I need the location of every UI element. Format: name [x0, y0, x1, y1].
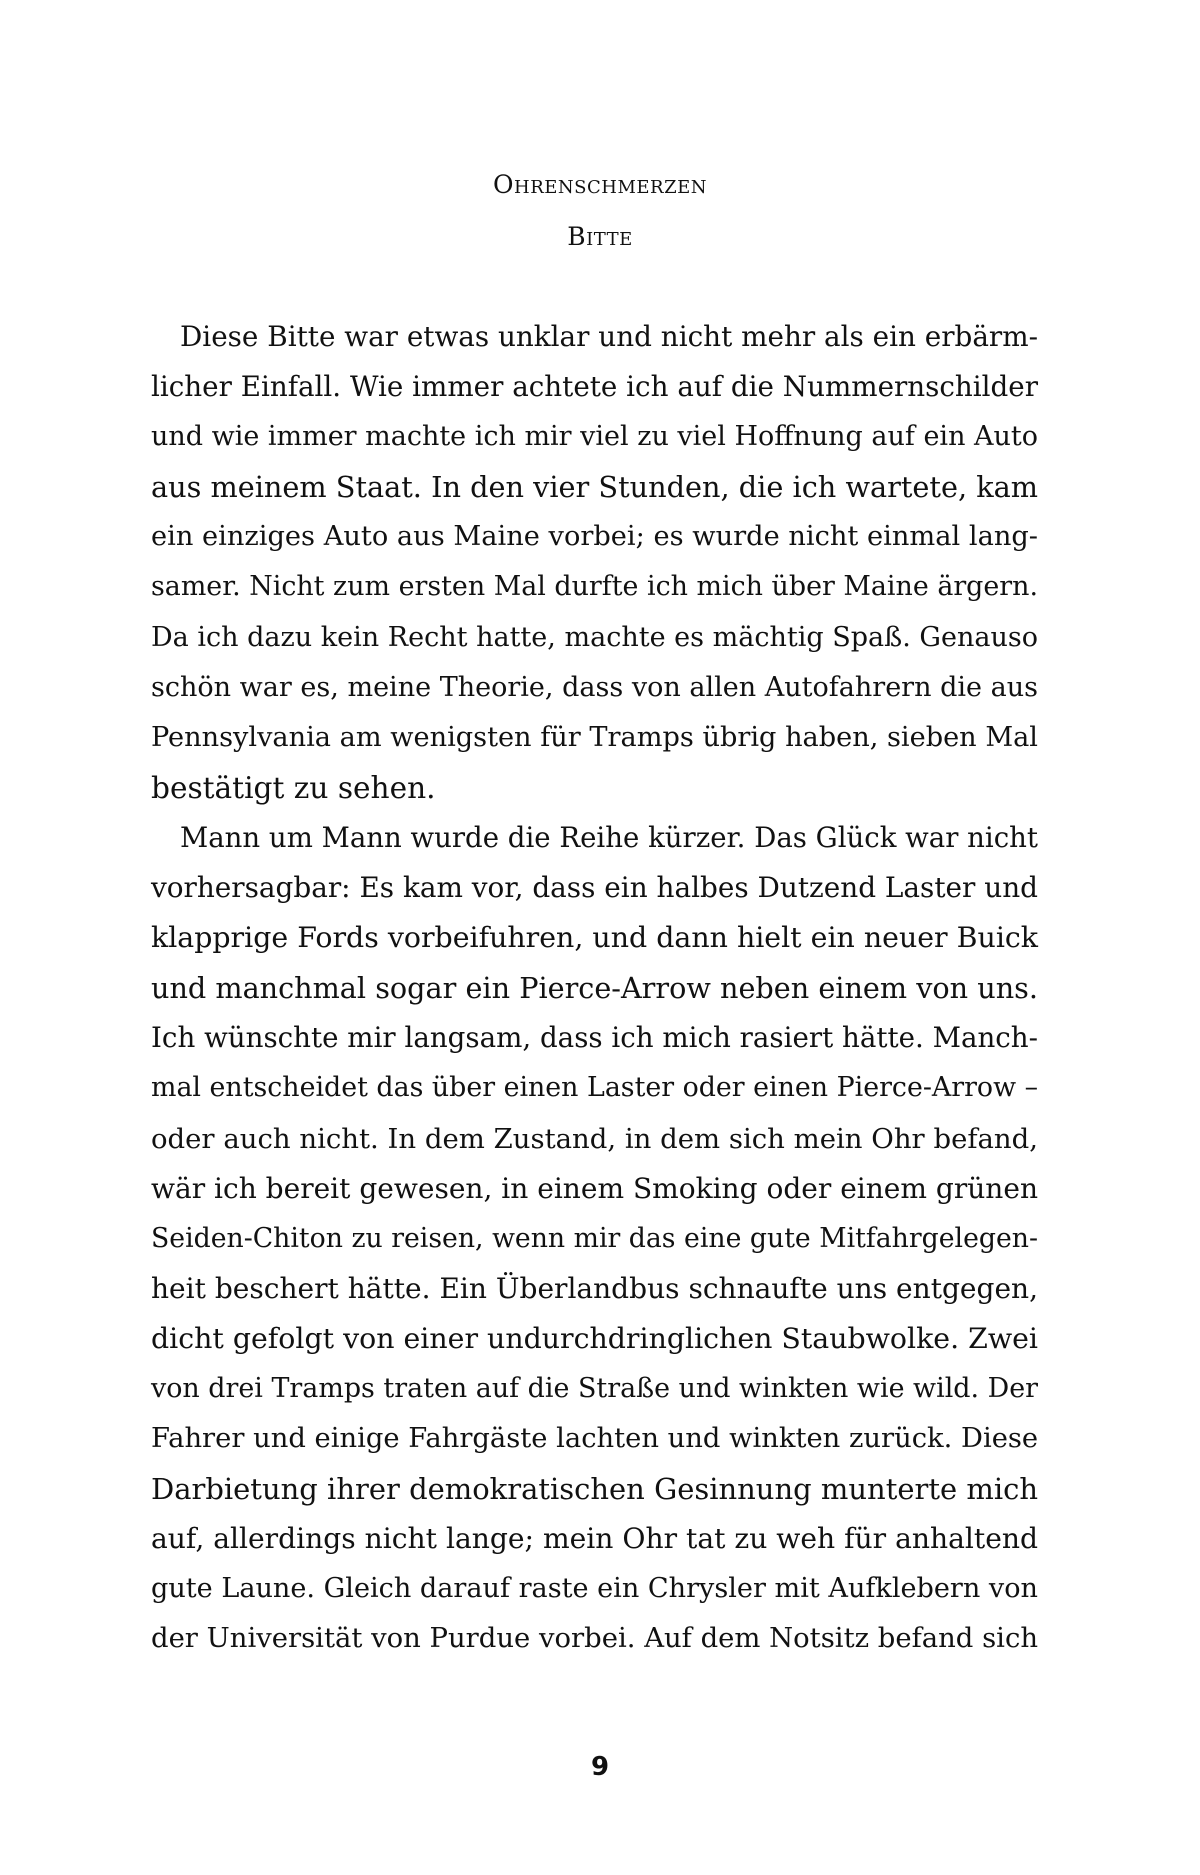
text-line: vorhersagbar: Es kam vor, dass ein halbes Dutzend Laster und — [151, 871, 1038, 905]
text-line: Da ich dazu kein Recht hatte, machte es mächtig Spaß. Genauso — [151, 621, 1038, 653]
text-line: der Universität von Purdue vorbei. Auf dem Notsitz befand sich — [151, 1623, 1038, 1655]
chapter-title: Ohrenschmerzen — [493, 170, 707, 199]
text-line: aus meinem Staat. In den vier Stunden, die ich wartete, kam — [151, 470, 1038, 505]
text-line: Darbietung ihrer demokratischen Gesinnung munterte mich — [151, 1472, 1038, 1507]
text-line: ein einziges Auto aus Maine vorbei; es wurde nicht einmal lang- — [151, 521, 1038, 553]
text-line: oder auch nicht. In dem Zustand, in dem sich mein Ohr befand, — [151, 1122, 1038, 1155]
text-line: licher Einfall. Wie immer achtete ich auf die Nummernschilder — [151, 370, 1038, 404]
text-line: und wie immer machte ich mir viel zu viel Hoffnung auf ein Auto — [151, 421, 1038, 453]
text-line: Fahrer und einige Fahrgäste lachten und winkten zurück. Diese — [151, 1423, 1039, 1455]
text-line: samer. Nicht zum ersten Mal durfte ich mich über Maine ärgern. — [151, 571, 1038, 603]
text-line: bestätigt zu sehen. — [151, 770, 436, 805]
text-line: Mann um Mann wurde die Reihe kürzer. Das Glück war nicht — [180, 820, 1038, 854]
body-text — [151, 312, 1038, 1665]
text-line: dicht gefolgt von einer undurchdringlichen Staubwolke. Zwei — [151, 1321, 1038, 1355]
text-line: mal entscheidet das über einen Laster oder einen Pierce-Arrow – — [151, 1072, 1038, 1104]
text-line: Seiden-Chiton zu reisen, wenn mir das eine gute Mitfahrgelegen- — [151, 1222, 1038, 1254]
text-line: klapprige Fords vorbeifuhren, und dann hielt ein neuer Buick — [151, 921, 1038, 955]
text-line: Diese Bitte war etwas unklar und nicht mehr als ein erbärm- — [180, 320, 1038, 353]
text-line: wär ich bereit gewesen, in einem Smoking oder einem grünen — [151, 1171, 1038, 1205]
text-line: Pennsylvania am wenigsten für Tramps übrig haben, sieben Mal — [151, 721, 1038, 753]
text-line: gute Laune. Gleich darauf raste ein Chrysler mit Aufklebern von — [151, 1573, 1038, 1605]
text-line: Ich wünschte mir langsam, dass ich mich rasiert hätte. Manch- — [151, 1021, 1038, 1055]
text-line: von drei Tramps traten auf die Straße und winkten wie wild. Der — [151, 1372, 1038, 1404]
text-line: auf, allerdings nicht lange; mein Ohr tat zu weh für anhaltend — [151, 1522, 1038, 1556]
text-line: heit beschert hätte. Ein Überlandbus schnaufte uns entgegen, — [151, 1271, 1038, 1305]
text-line: und manchmal sogar ein Pierce-Arrow neben einem von uns. — [151, 971, 1038, 1006]
page-number: 9 — [590, 1752, 610, 1782]
text-line: schön war es, meine Theorie, dass von allen Autofahrern die aus — [151, 671, 1038, 703]
section-title: Bitte — [567, 222, 633, 251]
